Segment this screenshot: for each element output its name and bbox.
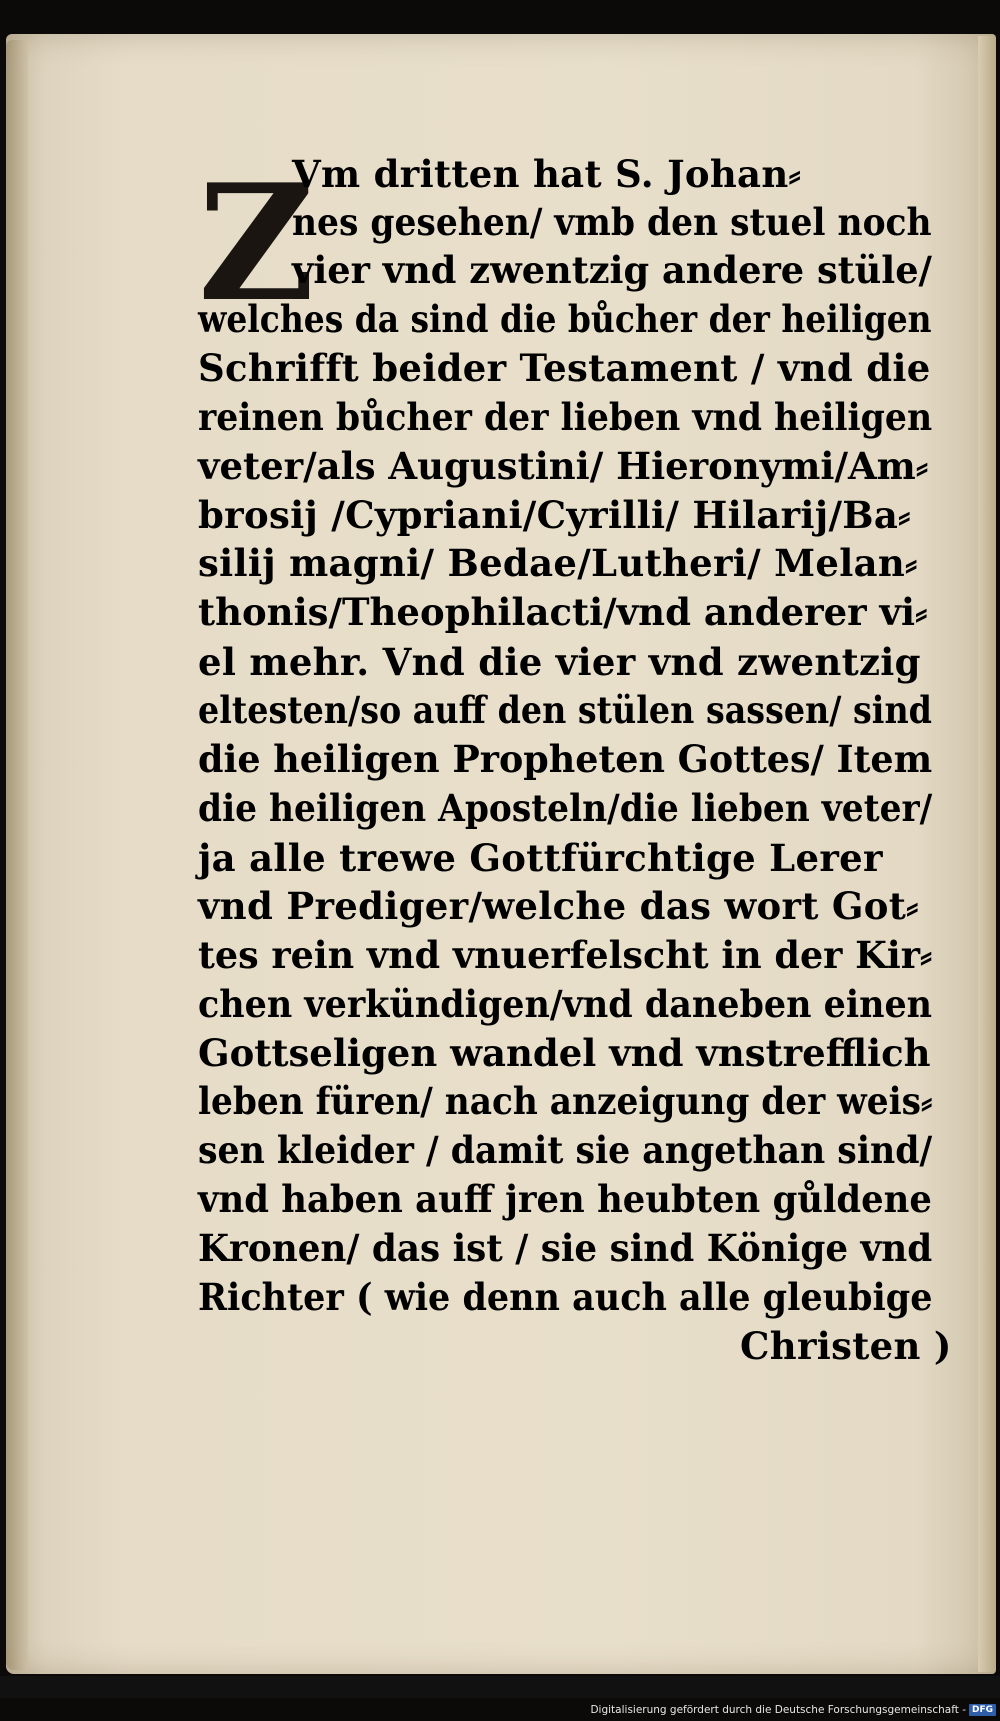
scan-bottom-band <box>0 1676 1000 1698</box>
text-line: Gottseligen wandel vnd vnstrefflich <box>198 1031 931 1075</box>
text-line: welches da sind die bůcher der heiligen <box>198 297 932 341</box>
page-gutter <box>6 40 28 1670</box>
text-line: nes gesehen/ vmb den stuel noch <box>292 200 932 244</box>
text-line: eltesten/so auff den stülen sassen/ sind <box>198 688 932 732</box>
text-line: die heiligen Aposteln/die lieben veter/ <box>198 786 933 830</box>
digitization-credit <box>590 1702 996 1718</box>
page-fore-edge <box>978 36 996 1672</box>
catchword: Christen ) <box>740 1324 952 1368</box>
text-line: ja alle trewe Gottfürchtige Lerer <box>198 836 883 880</box>
text-line: veter/als Augustini/ Hieronymi/Am⸗ <box>198 444 929 488</box>
text-line: thonis/Theophilacti/vnd anderer vi⸗ <box>198 590 928 634</box>
text-line: tes rein vnd vnuerfelscht in der Kir⸗ <box>198 933 933 977</box>
text-line: sen kleider / damit sie angethan sind/ <box>198 1128 933 1172</box>
text-line: silij magni/ Bedae/Lutheri/ Melan⸗ <box>198 541 918 585</box>
text-line: Kronen/ das ist / sie sind Könige vnd <box>198 1226 933 1270</box>
text-line: Schrifft beider Testament / vnd die <box>198 346 931 390</box>
text-line: leben füren/ nach anzeigung der weis⸗ <box>198 1079 933 1123</box>
text-line: el mehr. Vnd die vier vnd zwentzig <box>198 640 921 684</box>
text-line: reinen bůcher der lieben vnd heiligen <box>198 395 933 439</box>
text-line: brosij /Cypriani/Cyrilli/ Hilarij/Ba⸗ <box>198 493 911 537</box>
text-line: chen verkündigen/vnd daneben einen <box>198 982 933 1026</box>
decorated-initial: Z <box>198 149 315 337</box>
text-line: vier vnd zwentzig andere stüle/ <box>292 248 932 292</box>
credit-text: Digitalisierung gefördert durch die Deutsche Forschungsgemeinschaft - <box>590 1704 966 1716</box>
text-line: die heiligen Propheten Gottes/ Item <box>198 737 933 781</box>
text-line: Richter ( wie denn auch alle gleubige <box>198 1275 933 1319</box>
text-line: vnd Prediger/welche das wort Got⸗ <box>198 884 919 928</box>
text-line: vnd haben auff jren heubten gůldene <box>198 1177 932 1221</box>
text-line: Vm dritten hat S. Johan⸗ <box>292 152 802 196</box>
dfg-logo: DFG <box>969 1704 996 1716</box>
